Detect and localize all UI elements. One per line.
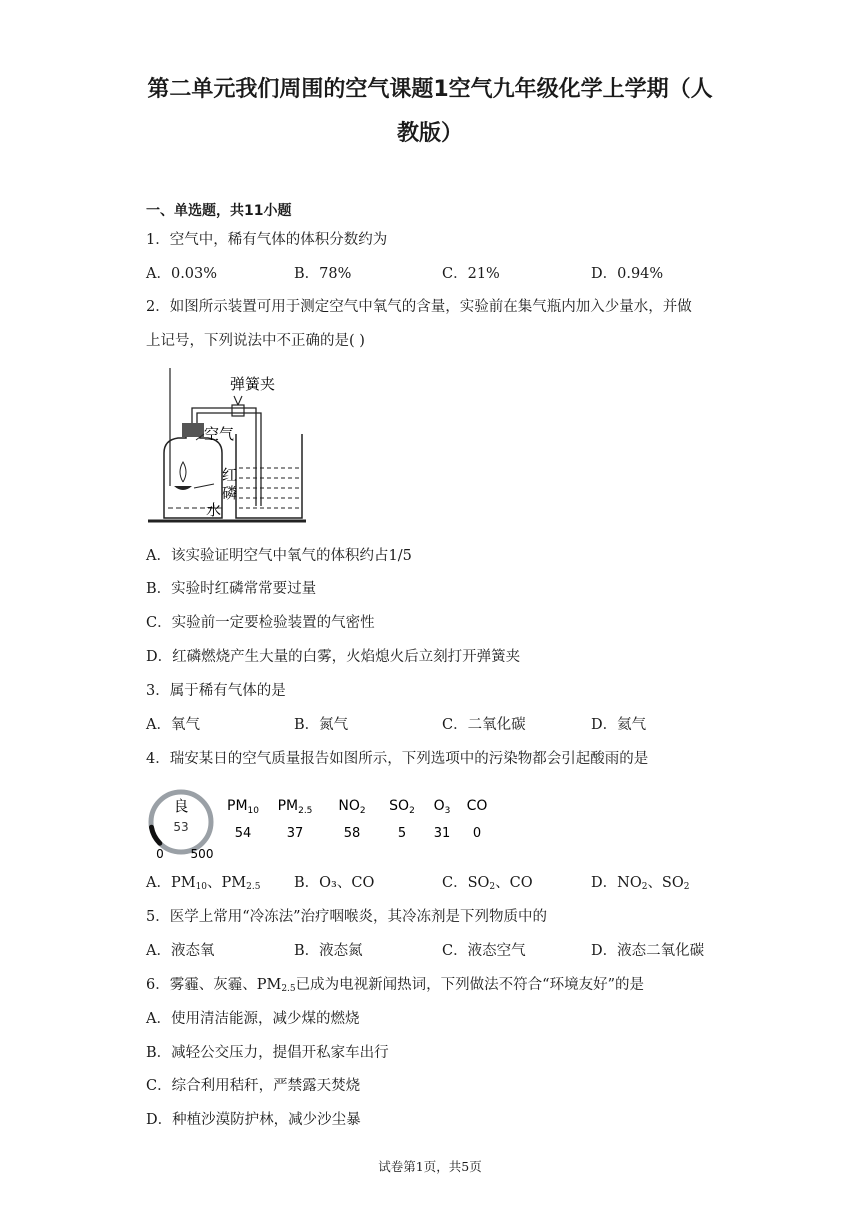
aqi-value: 53 (173, 820, 189, 834)
q5-option-d: D．液态二氧化碳 (591, 943, 705, 959)
pollutant-value: 31 (433, 826, 451, 841)
pollutant-name: $NO_2$ (338, 798, 366, 816)
flame-icon (180, 462, 186, 482)
q3-option-c: C．二氧化碳 (442, 717, 526, 733)
q3-stem: 3．属于稀有气体的是 (146, 683, 286, 699)
q1-stem: 1．空气中，稀有气体的体积分数约为 (146, 232, 388, 248)
q1-option-d: D．0.94% (591, 266, 664, 282)
spring-clamp (232, 405, 244, 416)
q6-option-a: A．使用清洁能源，减少煤的燃烧 (146, 1011, 360, 1027)
q4-air-quality-report (146, 782, 506, 864)
pollutant-name: CO (466, 798, 488, 814)
pollutant-value: 58 (343, 826, 361, 841)
q5-option-b: B．液态氮 (294, 943, 363, 959)
q4-option-d: D．$NO_2$、$SO_2$ (591, 875, 690, 892)
q2-option-a: A．该实验证明空气中氧气的体积约占1/5 (146, 548, 412, 564)
pollutant-name: $SO_2$ (389, 798, 415, 816)
pollutant-value: 5 (397, 826, 407, 841)
aqi-gauge-level (151, 827, 159, 843)
q2-option-b: B．实验时红磷常常要过量 (146, 581, 317, 597)
label-spring-clamp: 弹簧夹 (230, 375, 276, 393)
page-title-line-2: 教版） (396, 121, 463, 146)
aqi-min: 0 (156, 847, 164, 861)
pollutant-value: 0 (472, 826, 482, 841)
combustion-spoon (174, 486, 192, 490)
q3-option-b: B．氮气 (294, 717, 349, 733)
q4-option-b: B．O₃、CO (294, 875, 375, 891)
q2-stem-line-2: 上记号，下列说法中不正确的是( ) (146, 333, 365, 349)
q5-stem: 5．医学上常用“冷冻法”治疗咽喉炎，其冷冻剂是下列物质中的 (146, 909, 548, 925)
q2-stem-line-1: 2．如图所示装置可用于测定空气中氧气的含量，实验前在集气瓶内加入少量水，并做 (146, 299, 692, 315)
q4-stem: 4．瑞安某日的空气质量报告如图所示，下列选项中的污染物都会引起酸雨的是 (146, 751, 649, 767)
q6-option-c: C．综合利用秸秆，严禁露天焚烧 (146, 1078, 361, 1094)
page-title-line-1: 第二单元我们周围的空气课题1空气九年级化学上学期（人 (147, 77, 713, 102)
q1-option-c: C．21% (442, 266, 500, 282)
aqi-grade: 良 (173, 797, 189, 815)
q2-apparatus-figure (146, 368, 316, 528)
aqi-max: 500 (190, 847, 214, 861)
label-air: 空气 (204, 425, 235, 443)
label-water: 水 (206, 501, 222, 519)
pollutant-name: $PM_{2.5}$ (277, 798, 313, 816)
rubber-stopper (182, 423, 204, 437)
q2-option-c: C．实验前一定要检验装置的气密性 (146, 615, 375, 631)
q5-option-c: C．液态空气 (442, 943, 526, 959)
section-heading: 一、单选题，共11小题 (146, 203, 292, 219)
pollutant-value: 54 (234, 826, 252, 841)
q5-option-a: A．液态氧 (146, 943, 215, 959)
pollutant-table (227, 798, 487, 841)
page-footer: 试卷第1页，共5页 (378, 1159, 482, 1174)
q6-stem: 6．雾霾、灰霾、$PM_{2.5}$已成为电视新闻热词，下列做法不符合“环境友好”的是 (146, 977, 644, 994)
pollutant-value: 37 (286, 826, 304, 841)
q1-option-a: A．0.03% (146, 266, 218, 282)
q6-option-b: B．减轻公交压力，提倡开私家车出行 (146, 1045, 389, 1061)
q1-option-b: B．78% (294, 266, 352, 282)
beaker (236, 434, 302, 518)
label-phosphorus: 磷 (222, 484, 238, 502)
q2-option-d: D．红磷燃烧产生大量的白雾，火焰熄火后立刻打开弹簧夹 (146, 649, 521, 665)
q3-option-d: D．氦气 (591, 717, 647, 733)
q6-option-d: D．种植沙漠防护林，减少沙尘暴 (146, 1112, 361, 1128)
pollutant-name: $PM_{10}$ (227, 798, 259, 816)
pollutant-name: $O_3$ (433, 798, 451, 816)
label-red: 红 (222, 466, 238, 484)
q4-option-a: A．$PM_{10}$、$PM_{2.5}$ (146, 875, 261, 892)
q4-option-c: C．$SO_2$、CO (442, 875, 533, 892)
q3-option-a: A．氧气 (146, 717, 200, 733)
